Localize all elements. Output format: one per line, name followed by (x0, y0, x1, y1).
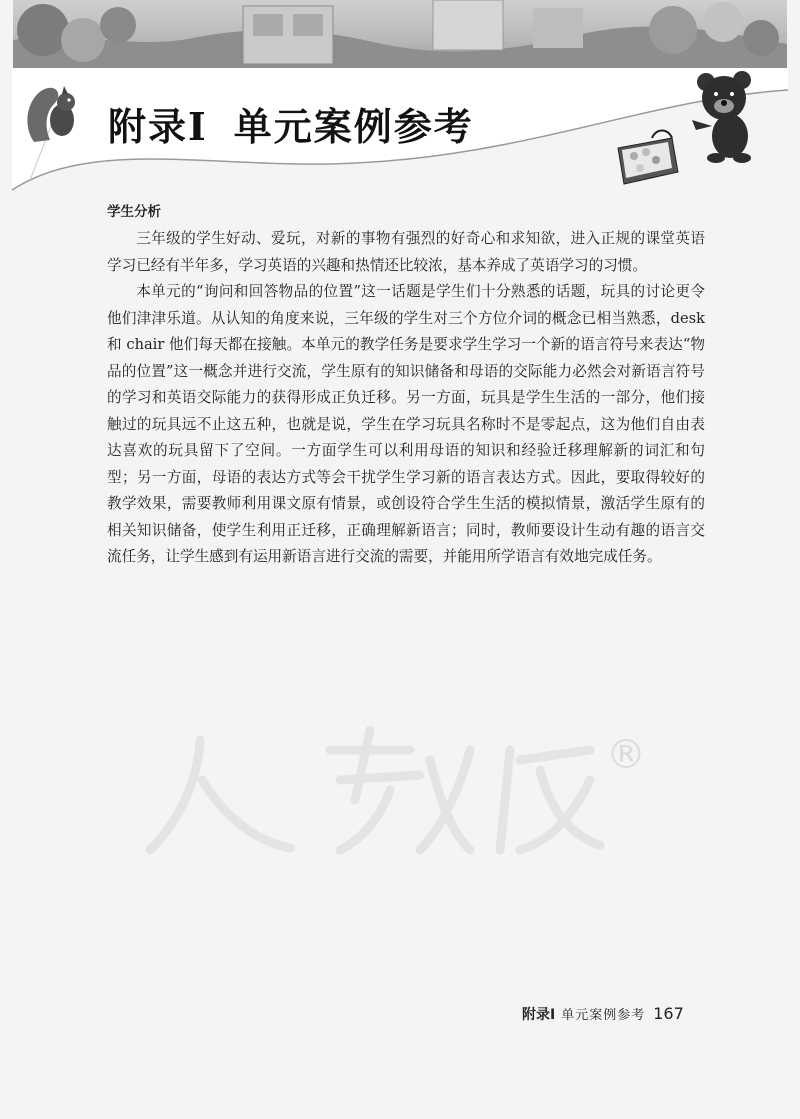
paragraph: 本单元的“询问和回答物品的位置”这一话题是学生们十分熟悉的话题，玩具的讨论更令他们津津乐道。从认知的角度来说，三年级的学生对三个方位介词的概念已相当熟悉，desk 和 chair 他们每天都在接触。本单元的教学任务是要求学生学习一个新的语言符号来表达“物品的位置”这一概念并进行交流，学生原有的知识储备和母语的交际能力必然会对新语言符号的学习和英语交际能力的获得形成正负迁移。另一方面，玩具是学生生活的一部分，他们接触过的玩具远不止这五种，也就是说，学生在学习玩具名称时不是零起点，这为他们自由表达喜欢的玩具留下了空间。一方面学生可以利用母语的知识和经验迁移理解新的词汇和句型；另一方面，母语的表达方式等会干扰学生学习新的语言表达方式。因此，要取得较好的教学效果，需要教师利用课文原有情景，或创设符合学生生活的模拟情景，激活学生原有的相关知识储备，使学生利用正迁移，正确理解新语言；同时，教师要设计生动有趣的语言交流任务，让学生感到有运用新语言进行交流的需要，并能用所学语言有效地完成任务。 (107, 283, 705, 565)
basket-illustration (612, 128, 684, 190)
squirrel-illustration (24, 82, 84, 148)
footer-label: 附录I (522, 1007, 556, 1023)
registered-mark: ® (606, 732, 646, 778)
page-number: 167 (653, 1004, 684, 1023)
banner-scene-graphic (13, 0, 787, 68)
publisher-watermark-logo (140, 720, 610, 860)
header-banner-illustration (13, 0, 787, 68)
section-heading: 学生分析 (107, 204, 161, 220)
footer-subtitle: 单元案例参考 (561, 1008, 646, 1023)
page-title (108, 96, 474, 151)
bear-illustration (690, 68, 766, 164)
main-content (107, 200, 705, 571)
page-footer (522, 1004, 684, 1024)
paragraph: 三年级的学生好动、爱玩，对新的事物有强烈的好奇心和求知欲，进入正规的课堂英语学习已经有半年多，学习英语的兴趣和热情还比较浓，基本养成了英语学习的习惯。 (107, 230, 705, 274)
title-main: 单元案例参考 (233, 104, 474, 149)
title-prefix: 附录I (108, 104, 208, 149)
